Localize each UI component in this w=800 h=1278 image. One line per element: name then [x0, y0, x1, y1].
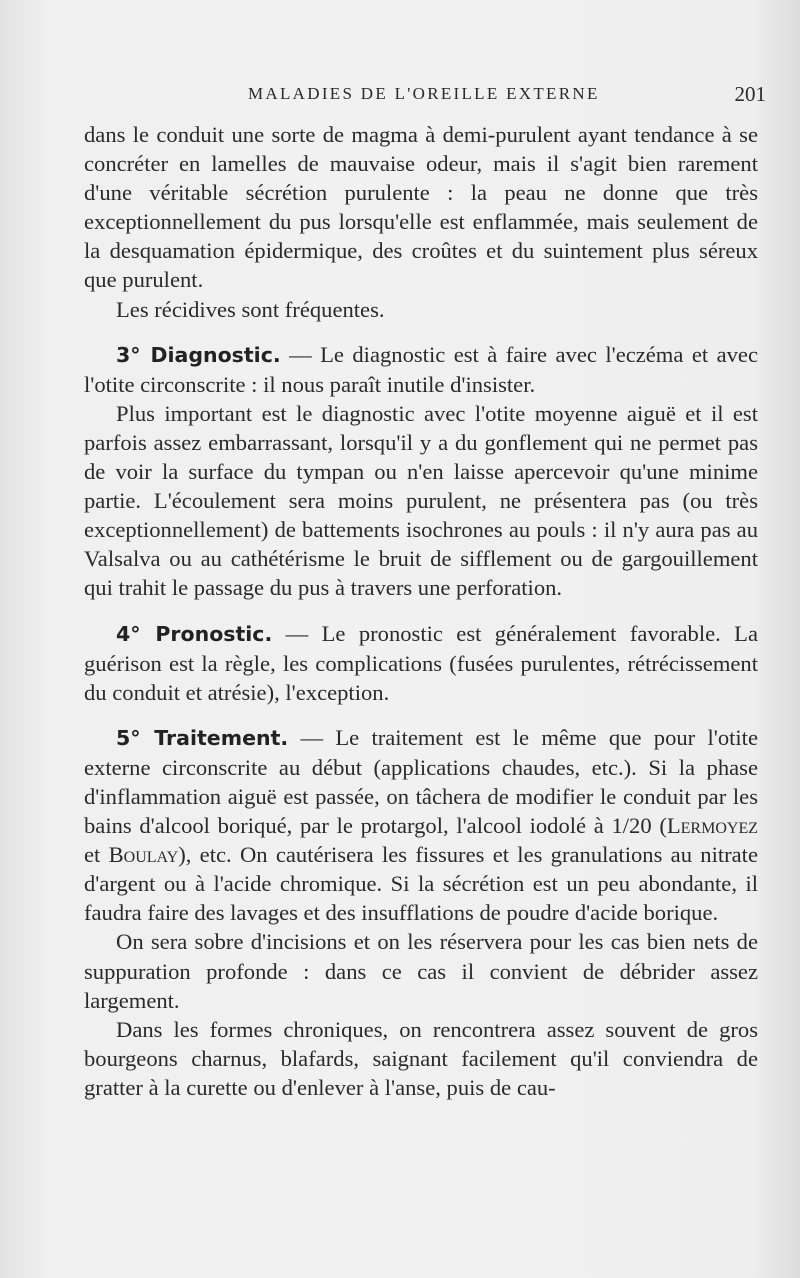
author-boulay: Boulay — [108, 842, 179, 868]
pronostic-text: — Le pronostic est généralement favorable. La guérison est la règle, les complications (fusées purulentes, rétrécissement du conduit et atrésie), l'exception. — [84, 620, 758, 705]
traitement-text-a: — Le traitement est le même que pour l'otite externe circonscrite au début (applications chaudes, etc.). Si la phase d'inflammation aiguë est passée, on tâchera de modifier le conduit par les bains d'alcool boriqué, par le protargol, l'alcool iodolé à 1/20 ( — [84, 724, 758, 839]
running-head-title: MALADIES DE L'OREILLE EXTERNE — [248, 84, 600, 103]
paragraph-incisions: On sera sobre d'incisions et on les réservera pour les cas bien nets de suppuration profonde : dans ce cas il convient de débrider assez largement. — [84, 929, 758, 1013]
diagnostic-text: — Le diagnostic est à faire avec l'eczéma et avec l'otite circonscrite : il nous paraît inutile d'insister. — [84, 341, 758, 397]
page-number: 201 — [734, 82, 766, 106]
paragraph-recidives: Les récidives sont fréquentes. — [116, 296, 385, 322]
running-head — [84, 84, 766, 108]
paragraph-formes-chroniques: Dans les formes chroniques, on rencontrera assez souvent de gros bourgeons charnus, blafards, saignant facilement qu'il conviendra de gratter à la curette ou d'enlever à l'anse, puis de cau- — [84, 1016, 758, 1100]
body-text — [84, 120, 758, 1102]
paragraph-diagnostic-2: Plus important est le diagnostic avec l'otite moyenne aiguë et il est parfois assez embarrassant, lorsqu'il y a du gonflement qui ne permet pas de voir la surface du tympan ou n'en laisse apercevoir qu'une minime partie. L'écoulement sera moins purulent, ne présentera pas (ou très exceptionnellement) de battements isochrones au pouls : il n'y aura pas au Valsalva ou au cathétérisme le bruit de sifflement ou de gargouillement qui trahit le passage du pus à travers une perforation. — [84, 400, 758, 601]
section-diagnostic — [84, 340, 758, 399]
traitement-and: et — [84, 842, 109, 868]
heading-diagnostic: 3° Diagnostic. — [116, 342, 281, 367]
section-traitement — [84, 723, 758, 928]
heading-traitement: 5° Traitement. — [116, 725, 289, 750]
heading-pronostic: 4° Pronostic. — [116, 621, 273, 646]
author-lermoyez: Lermoyez — [666, 813, 758, 839]
paragraph-continuation: dans le conduit une sorte de magma à demi-purulent ayant tendance à se concréter en lamelles de mauvaise odeur, mais il s'agit bien rarement d'une véritable sécrétion purulente : la peau ne donne que très exceptionnellement du pus lorsqu'elle est enflammée, mais seulement de la desquamation épidermique, des croûtes et du suintement plus séreux que purulent. — [84, 122, 758, 293]
section-pronostic — [84, 619, 758, 707]
traitement-text-b: ), etc. On cautérisera les fissures et les granulations au nitrate d'argent ou à l'acide chromique. Si la sécrétion est un peu abondante, il faudra faire des lavages et des insufflations de poudre d'acide borique. — [84, 842, 758, 926]
